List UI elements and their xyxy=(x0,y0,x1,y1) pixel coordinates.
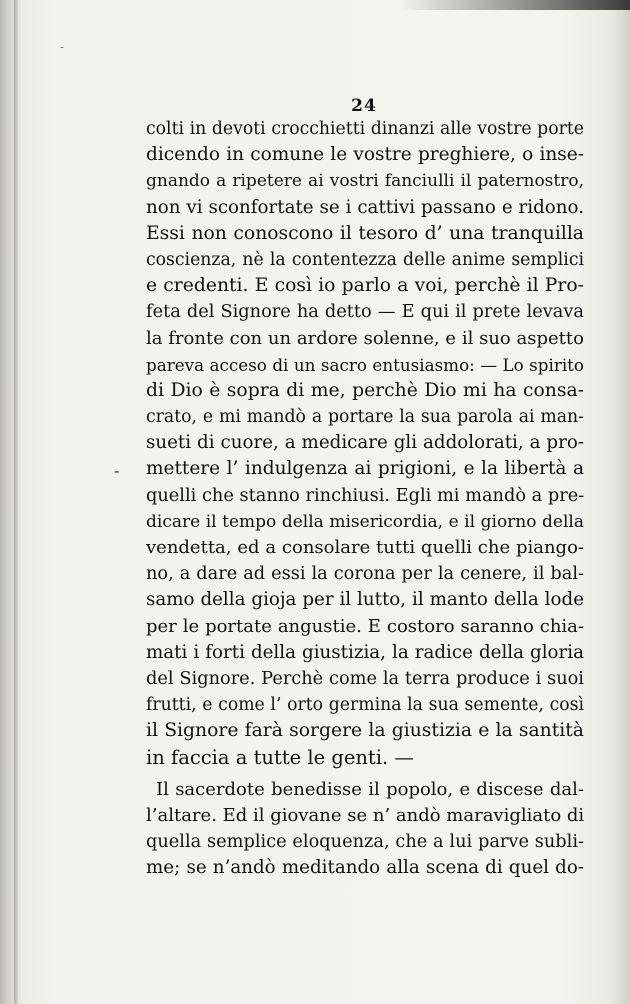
text-line: per le portate angustie. E costoro saranno chia- xyxy=(146,615,584,637)
text-line: mettere l’ indulgenza ai prigioni, e la libertà a xyxy=(146,458,584,480)
text-line: dicare il tempo della misericordia, e il giorno della xyxy=(146,511,584,532)
margin-mark: - xyxy=(114,461,120,480)
text-line: quelli che stanno rinchiusi. Egli mi mandò a pre- xyxy=(146,485,585,506)
text-line: quella semplice eloquenza, che a lui parve subli- xyxy=(146,832,584,853)
text-line: di Dio è sopra di me, perchè Dio mi ha consa- xyxy=(146,379,584,401)
text-line: l’altare. Ed il giovane se n’ andò maravigliato di xyxy=(146,804,585,826)
text-line: coscienza, nè la contentezza delle anime semplici xyxy=(146,249,584,270)
text-line: feta del Signore ha detto — E qui il prete levava xyxy=(146,302,584,323)
text-line: samo della gioja per il lutto, il manto della lode xyxy=(146,589,584,611)
body-text xyxy=(146,116,584,881)
text-line: frutti, e come l’ orto germina la sua semente, così xyxy=(146,695,584,716)
text-line: gnando a ripetere ai vostri fanciulli il paternostro, xyxy=(146,171,584,192)
text-line: sueti di cuore, a medicare gli addolorati, a pro- xyxy=(146,432,584,454)
text-line: dicendo in comune le vostre preghiere, o inse- xyxy=(146,144,584,166)
text-line: la fronte con un ardore solenne, e il suo aspetto xyxy=(146,327,584,349)
text-line: crato, e mi mandò a portare la sua parola ai man- xyxy=(146,407,584,428)
text-line: Essi non conoscono il tesoro d’ una tranquilla xyxy=(146,222,584,244)
text-line: il Signore farà sorgere la giustizia e la santità xyxy=(146,720,584,742)
text-line: me; se n’andò meditando alla scena di quel do- xyxy=(146,857,584,879)
text-line: no, a dare ad essi la corona per la cenere, il bal- xyxy=(146,564,584,585)
text-line: Il sacerdote benedisse il popolo, e discese dal- xyxy=(156,778,584,800)
page-number: 24 xyxy=(351,96,377,116)
text-line: pareva acceso di un sacro entusiasmo: — Lo spirito xyxy=(146,354,584,375)
text-line: colti in devoti crocchietti dinanzi alle vostre porte xyxy=(146,119,584,139)
text-line: in faccia a tutte le genti. — xyxy=(146,745,414,769)
page-binding-edge xyxy=(14,0,18,1004)
margin-mark: - xyxy=(60,40,65,54)
text-line: del Signore. Perchè come la terra produce i suoi xyxy=(146,668,584,689)
text-line: vendetta, ed a consolare tutti quelli che piango- xyxy=(146,537,584,558)
scan-shadow xyxy=(400,0,630,10)
text-line: mati i forti della giustizia, la radice della gloria xyxy=(146,641,584,663)
text-line: non vi sconfortate se i cattivi passano e ridono. xyxy=(146,196,584,218)
text-line: e credenti. E così io parlo a voi, perchè il Pro- xyxy=(146,275,584,297)
